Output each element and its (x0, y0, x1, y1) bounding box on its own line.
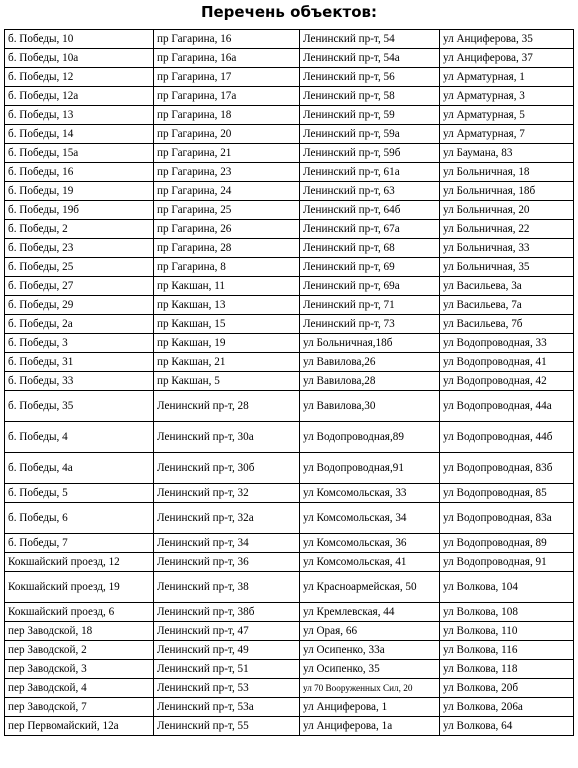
table-row (5, 534, 574, 553)
table-cell: ул Арматурная, 3 (440, 87, 574, 106)
table-cell: Ленинский пр-т, 68 (300, 239, 440, 258)
table-cell: ул Водопроводная,89 (300, 422, 440, 453)
table-cell: пр Какшан, 19 (154, 334, 300, 353)
table-row (5, 239, 574, 258)
table-cell: ул Больничная, 35 (440, 258, 574, 277)
table-row (5, 503, 574, 534)
table-cell: ул Водопроводная, 83а (440, 503, 574, 534)
table-cell: ул Больничная, 33 (440, 239, 574, 258)
table-cell: б. Победы, 3 (5, 334, 154, 353)
table-cell: Ленинский пр-т, 55 (154, 717, 300, 736)
table-cell: пр Гагарина, 21 (154, 144, 300, 163)
table-cell: пер Заводской, 3 (5, 660, 154, 679)
table-cell: б. Победы, 4а (5, 453, 154, 484)
table-cell: Ленинский пр-т, 53а (154, 698, 300, 717)
table-row (5, 622, 574, 641)
table-cell: б. Победы, 23 (5, 239, 154, 258)
table-cell: ул Волкова, 20б (440, 679, 574, 698)
table-cell: пр Гагарина, 26 (154, 220, 300, 239)
table-cell: б. Победы, 10 (5, 30, 154, 49)
table-cell: пр Гагарина, 24 (154, 182, 300, 201)
table-cell: ул Волкова, 108 (440, 603, 574, 622)
table-cell: б. Победы, 33 (5, 372, 154, 391)
table-row (5, 87, 574, 106)
table-cell: Ленинский пр-т, 49 (154, 641, 300, 660)
table-row (5, 49, 574, 68)
table-cell: пр Гагарина, 16 (154, 30, 300, 49)
table-cell: Ленинский пр-т, 63 (300, 182, 440, 201)
table-row (5, 453, 574, 484)
table-cell: б. Победы, 19б (5, 201, 154, 220)
table-cell: ул Водопроводная, 44а (440, 391, 574, 422)
table-cell: пер Заводской, 18 (5, 622, 154, 641)
table-cell: б. Победы, 35 (5, 391, 154, 422)
table-cell: ул Анциферова, 35 (440, 30, 574, 49)
table-cell: пр Гагарина, 17 (154, 68, 300, 87)
table-cell: ул Вавилова,30 (300, 391, 440, 422)
table-cell: ул Водопроводная, 44б (440, 422, 574, 453)
table-row (5, 717, 574, 736)
table-cell: Ленинский пр-т, 34 (154, 534, 300, 553)
table-cell: ул Анциферова, 37 (440, 49, 574, 68)
table-row (5, 277, 574, 296)
table-cell: Ленинский пр-т, 59а (300, 125, 440, 144)
table-row (5, 353, 574, 372)
table-cell: Ленинский пр-т, 73 (300, 315, 440, 334)
table-cell: ул Анциферова, 1а (300, 717, 440, 736)
table-cell: б. Победы, 13 (5, 106, 154, 125)
table-cell: ул Больничная, 18 (440, 163, 574, 182)
table-cell: ул Красноармейская, 50 (300, 572, 440, 603)
table-cell: Ленинский пр-т, 32а (154, 503, 300, 534)
table-cell: Ленинский пр-т, 38 (154, 572, 300, 603)
table-cell: Ленинский пр-т, 51 (154, 660, 300, 679)
table-cell: ул Волкова, 64 (440, 717, 574, 736)
document-title: Перечень объектов: (200, 3, 378, 21)
table-cell: б. Победы, 7 (5, 534, 154, 553)
table-cell: ул Водопроводная, 89 (440, 534, 574, 553)
objects-table-body (5, 30, 574, 736)
table-row (5, 572, 574, 603)
table-cell: б. Победы, 2а (5, 315, 154, 334)
table-cell: пр Гагарина, 8 (154, 258, 300, 277)
table-cell: ул Больничная,18б (300, 334, 440, 353)
table-row (5, 484, 574, 503)
table-cell: Ленинский пр-т, 54а (300, 49, 440, 68)
table-cell: ул Васильева, 7а (440, 296, 574, 315)
table-cell: Ленинский пр-т, 64б (300, 201, 440, 220)
table-cell: ул Волкова, 206а (440, 698, 574, 717)
table-cell: Ленинский пр-т, 32 (154, 484, 300, 503)
table-cell: б. Победы, 19 (5, 182, 154, 201)
table-cell: ул Водопроводная,91 (300, 453, 440, 484)
table-cell: пр Какшан, 5 (154, 372, 300, 391)
objects-table (4, 29, 574, 736)
table-cell: пер Заводской, 4 (5, 679, 154, 698)
table-cell: пр Какшан, 11 (154, 277, 300, 296)
table-row (5, 641, 574, 660)
table-cell: б. Победы, 2 (5, 220, 154, 239)
table-cell: ул Васильева, 3а (440, 277, 574, 296)
table-cell: Ленинский пр-т, 56 (300, 68, 440, 87)
table-row (5, 679, 574, 698)
table-cell: Ленинский пр-т, 69 (300, 258, 440, 277)
table-row (5, 315, 574, 334)
table-cell: ул Комсомольская, 33 (300, 484, 440, 503)
table-cell: пр Гагарина, 23 (154, 163, 300, 182)
table-row (5, 182, 574, 201)
table-cell: пер Заводской, 2 (5, 641, 154, 660)
table-cell: б. Победы, 12 (5, 68, 154, 87)
table-cell: б. Победы, 5 (5, 484, 154, 503)
table-cell: Ленинский пр-т, 53 (154, 679, 300, 698)
table-cell: б. Победы, 6 (5, 503, 154, 534)
table-cell: Ленинский пр-т, 54 (300, 30, 440, 49)
table-cell: б. Победы, 27 (5, 277, 154, 296)
table-cell: Кокшайский проезд, 6 (5, 603, 154, 622)
table-cell: ул Арматурная, 5 (440, 106, 574, 125)
table-row (5, 422, 574, 453)
table-cell: пр Гагарина, 16а (154, 49, 300, 68)
table-row (5, 68, 574, 87)
table-row (5, 106, 574, 125)
table-cell: ул Вавилова,26 (300, 353, 440, 372)
table-row (5, 334, 574, 353)
table-row (5, 30, 574, 49)
table-cell: пр Какшан, 13 (154, 296, 300, 315)
table-cell: пр Гагарина, 25 (154, 201, 300, 220)
table-cell: ул Баумана, 83 (440, 144, 574, 163)
table-cell: Кокшайский проезд, 12 (5, 553, 154, 572)
table-cell: б. Победы, 31 (5, 353, 154, 372)
table-cell: Ленинский пр-т, 71 (300, 296, 440, 315)
table-cell: пр Какшан, 15 (154, 315, 300, 334)
table-cell: ул Комсомольская, 34 (300, 503, 440, 534)
table-cell: пр Гагарина, 18 (154, 106, 300, 125)
table-row (5, 201, 574, 220)
table-row (5, 220, 574, 239)
table-cell: Ленинский пр-т, 67а (300, 220, 440, 239)
table-row (5, 144, 574, 163)
table-cell: ул 70 Вооруженных Сил, 20 (300, 679, 440, 698)
table-cell: ул Арматурная, 1 (440, 68, 574, 87)
table-cell: Ленинский пр-т, 59б (300, 144, 440, 163)
table-cell: пер Заводской, 7 (5, 698, 154, 717)
table-cell: ул Комсомольская, 36 (300, 534, 440, 553)
table-cell: ул Васильева, 7б (440, 315, 574, 334)
table-row (5, 553, 574, 572)
table-cell: ул Осипенко, 33а (300, 641, 440, 660)
table-cell: Кокшайский проезд, 19 (5, 572, 154, 603)
table-cell: ул Волкова, 110 (440, 622, 574, 641)
table-cell: пр Гагарина, 17а (154, 87, 300, 106)
table-row (5, 660, 574, 679)
table-cell: пр Гагарина, 28 (154, 239, 300, 258)
table-cell: б. Победы, 12а (5, 87, 154, 106)
table-cell: Ленинский пр-т, 30а (154, 422, 300, 453)
table-row (5, 372, 574, 391)
table-cell: Ленинский пр-т, 36 (154, 553, 300, 572)
table-cell: Ленинский пр-т, 59 (300, 106, 440, 125)
table-cell: ул Водопроводная, 91 (440, 553, 574, 572)
table-cell: ул Водопроводная, 41 (440, 353, 574, 372)
table-cell: б. Победы, 25 (5, 258, 154, 277)
table-cell: ул Водопроводная, 85 (440, 484, 574, 503)
table-cell: ул Комсомольская, 41 (300, 553, 440, 572)
table-row (5, 603, 574, 622)
table-cell: б. Победы, 16 (5, 163, 154, 182)
table-row (5, 258, 574, 277)
table-cell: ул Кремлевская, 44 (300, 603, 440, 622)
table-cell: пр Какшан, 21 (154, 353, 300, 372)
table-cell: ул Арматурная, 7 (440, 125, 574, 144)
table-row (5, 125, 574, 144)
table-cell: ул Больничная, 20 (440, 201, 574, 220)
table-cell: б. Победы, 15а (5, 144, 154, 163)
table-cell: б. Победы, 29 (5, 296, 154, 315)
table-row (5, 296, 574, 315)
table-cell: ул Водопроводная, 42 (440, 372, 574, 391)
table-cell: Ленинский пр-т, 38б (154, 603, 300, 622)
table-cell: б. Победы, 10а (5, 49, 154, 68)
table-cell: б. Победы, 14 (5, 125, 154, 144)
table-row (5, 163, 574, 182)
table-cell: Ленинский пр-т, 28 (154, 391, 300, 422)
table-cell: Ленинский пр-т, 30б (154, 453, 300, 484)
table-cell: ул Водопроводная, 33 (440, 334, 574, 353)
table-cell: ул Больничная, 22 (440, 220, 574, 239)
table-cell: ул Анциферова, 1 (300, 698, 440, 717)
table-cell: Ленинский пр-т, 58 (300, 87, 440, 106)
table-row (5, 391, 574, 422)
table-cell: Ленинский пр-т, 61а (300, 163, 440, 182)
table-cell: ул Волкова, 118 (440, 660, 574, 679)
table-cell: ул Осипенко, 35 (300, 660, 440, 679)
table-cell: ул Волкова, 104 (440, 572, 574, 603)
table-cell: ул Орая, 66 (300, 622, 440, 641)
table-cell: ул Больничная, 18б (440, 182, 574, 201)
table-cell: ул Волкова, 116 (440, 641, 574, 660)
table-cell: пер Первомайский, 12а (5, 717, 154, 736)
table-cell: пр Гагарина, 20 (154, 125, 300, 144)
table-cell: б. Победы, 4 (5, 422, 154, 453)
table-cell: Ленинский пр-т, 69а (300, 277, 440, 296)
table-cell: ул Вавилова,28 (300, 372, 440, 391)
table-cell: ул Водопроводная, 83б (440, 453, 574, 484)
table-cell: Ленинский пр-т, 47 (154, 622, 300, 641)
table-row (5, 698, 574, 717)
